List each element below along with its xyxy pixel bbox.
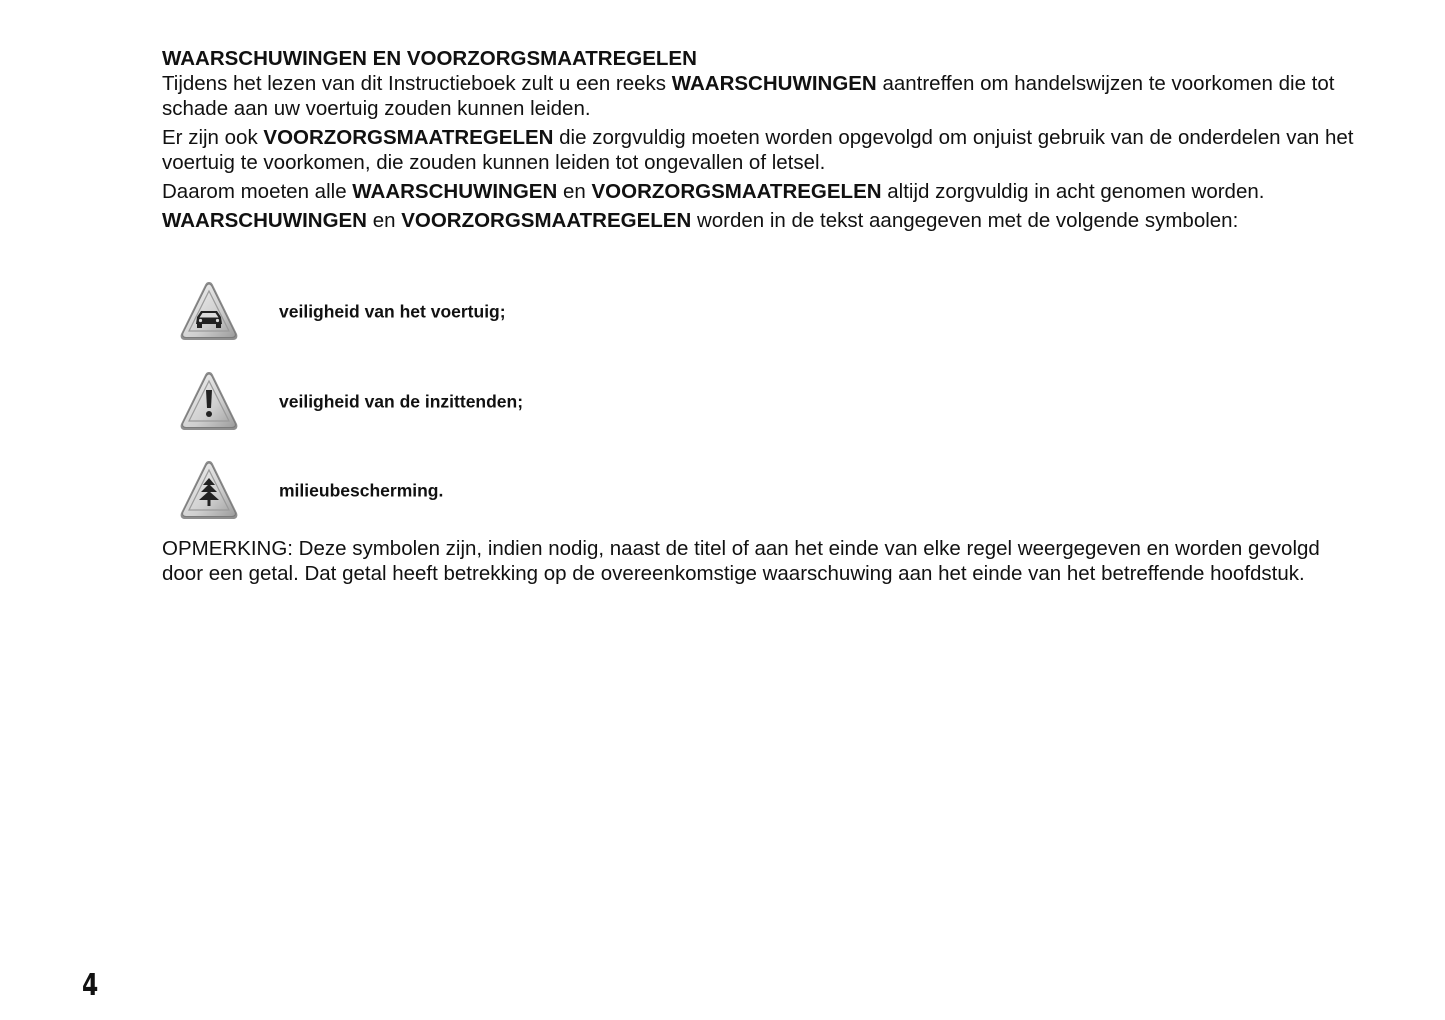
text-span: Daarom moeten alle bbox=[162, 180, 353, 203]
text-span: worden in de tekst aangegeven met de volgende symbolen: bbox=[691, 209, 1239, 232]
vehicle-safety-icon bbox=[178, 280, 240, 344]
symbol-item-occupant-safety bbox=[178, 369, 524, 435]
bold-term-warnings: WAARSCHUWINGEN bbox=[671, 72, 877, 95]
symbol-label: veiligheid van het voertuig; bbox=[279, 301, 506, 322]
symbol-label: milieubescherming. bbox=[279, 480, 444, 501]
intro-paragraph-symbols bbox=[162, 208, 1362, 233]
main-content bbox=[162, 46, 1362, 237]
bold-term-precautions: VOORZORGSMAATREGELEN bbox=[263, 126, 554, 149]
text-span: altijd zorgvuldig in acht genomen worden. bbox=[881, 180, 1265, 203]
text-span: Tijdens het lezen van dit Instructieboek zult u een reeks bbox=[162, 72, 672, 95]
text-span: die zorgvuldig moeten worden opgevolgd om onjuist gebruik van de onderdelen van het voertuig te voorkomen, die zouden kunnen leiden tot ongevallen of letsel. bbox=[162, 126, 1354, 174]
page-number: 4 bbox=[82, 968, 99, 1003]
intro-paragraph-precautions bbox=[162, 125, 1362, 175]
text-span: Er zijn ook bbox=[162, 126, 264, 149]
note-paragraph: OPMERKING: Deze symbolen zijn, indien nodig, naast de titel of aan het einde van elke regel weergegeven en worden gevolgd door een getal. Dat getal heeft betrekking op de overeenkomstige waarschuwing aan het einde van het betreffende hoofdstuk. bbox=[162, 537, 1320, 585]
intro-paragraph-observe bbox=[162, 179, 1362, 204]
bold-term-warnings: WAARSCHUWINGEN bbox=[352, 180, 558, 203]
bold-term-precautions: VOORZORGSMAATREGELEN bbox=[401, 209, 692, 232]
intro-paragraph-warnings bbox=[162, 71, 1362, 121]
occupant-safety-icon bbox=[178, 370, 240, 434]
bold-term-precautions: VOORZORGSMAATREGELEN bbox=[591, 180, 882, 203]
section-heading: WAARSCHUWINGEN EN VOORZORGSMAATREGELEN bbox=[162, 47, 697, 70]
text-span: aantreffen om handelswijzen te voorkomen die tot schade aan uw voertuig zouden kunnen leiden. bbox=[162, 72, 1335, 120]
environment-protection-icon bbox=[178, 459, 240, 523]
symbol-item-environment-protection bbox=[178, 458, 444, 524]
bold-term-warnings: WAARSCHUWINGEN bbox=[162, 209, 367, 232]
symbol-item-vehicle-safety bbox=[178, 279, 506, 345]
text-span: en bbox=[557, 180, 592, 203]
symbol-label: veiligheid van de inzittenden; bbox=[279, 391, 524, 412]
text-span: en bbox=[367, 209, 402, 232]
